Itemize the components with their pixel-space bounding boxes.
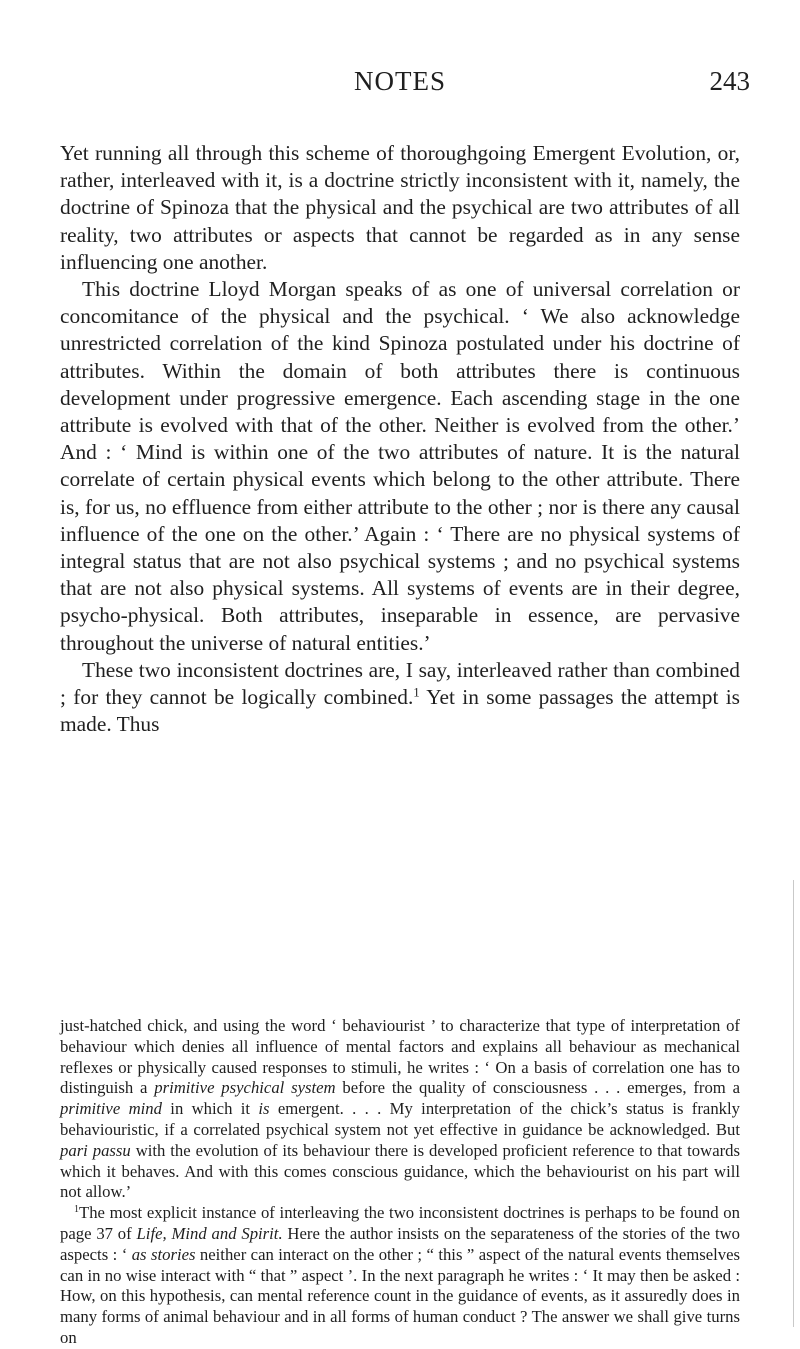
footnote-1-text: The most explicit instance of interleaving the two inconsistent doctrines is perhaps to be found on page 37 of: [60, 1203, 740, 1243]
page-number: 243: [709, 66, 750, 96]
footnote-italic: pari passu: [60, 1140, 131, 1160]
running-head: NOTES: [354, 66, 446, 96]
page-header: [0, 66, 800, 106]
footnote-italic: as stories: [131, 1244, 196, 1264]
footnote-continuation-text: in which it: [161, 1099, 259, 1119]
page-edge-shadow: [793, 880, 794, 1327]
main-text: [60, 140, 740, 738]
footnote-italic: is: [258, 1099, 270, 1119]
footnote-continuation: [60, 1016, 740, 1203]
footnote-italic: primitive psychical system: [154, 1078, 336, 1098]
footnote-italic: primitive mind: [60, 1099, 162, 1119]
paragraph-3-text-b: Yet in some passages the attempt is made. Thus: [60, 685, 740, 737]
footnotes: [60, 1016, 740, 1349]
paragraph-3: [60, 657, 740, 739]
footnote-1-text: Here the author insists on the separateness of the stories of the two aspects : ‘: [60, 1223, 740, 1264]
footnote-continuation-text: with the evolution of its behaviour there is developed proficient reference to that towards which it behaves. And with this comes conscious guidance, which the behaviourist on his part will not allow.’: [60, 1140, 740, 1202]
footnote-reference: 1: [413, 685, 420, 700]
footnote-continuation-text: just-hatched chick, and using the word ‘ behaviourist ’ to characterize that type of interpretation of behaviour which denies all influence of mental factors and explains all behaviour as mechanical reflexes or physically caused responses to stimuli, he writes : ‘ On a basis of correlation one has to distinguish a: [60, 1016, 740, 1098]
footnote-1-text: neither can interact on the other ; “ this ” aspect of the natural events themselves can in no wise interact with “ that ” aspect ’. In the next paragraph he writes : ‘ It may then be asked : How, on this hypothesis, can mental reference count in the guidance of events, as it assuredly does in many forms of animal behaviour and in all forms of human conduct ? The answer we shall give turns on: [60, 1244, 740, 1347]
paragraph-1: Yet running all through this scheme of thoroughgoing Emergent Evolution, or, rather, interleaved with it, is a doctrine strictly inconsistent with it, namely, the doctrine of Spinoza that the physical and the psychical are two attributes of all reality, two attributes or aspects that cannot be regarded as in any sense influencing one another.: [60, 141, 740, 274]
paragraph-3-text-a: These two inconsistent doctrines are, I say, interleaved rather than combined ; for they cannot be logically combined.: [60, 657, 740, 710]
footnote-continuation-text: emergent. . . . My interpretation of the chick’s status is frankly behaviouristic, if a correlated psychical system not yet effective in guidance be acknowledged. But: [60, 1099, 740, 1139]
book-title-italic: Life, Mind and Spirit.: [136, 1223, 283, 1243]
paragraph-2: This doctrine Lloyd Morgan speaks of as one of universal correlation or concomitance of the physical and the psychical. ‘ We also acknowledge unrestricted correlation of the kind Spinoza postulated under his doctrine of attributes. Within the domain of both attributes there is continuous development under progressive emergence. Each ascending stage in the one attribute is evolved with that of the other. Neither is evolved from the other.’ And : ‘ Mind is within one of the two attributes of nature. It is the natural correlate of certain physical events which belong to the other attribute. There is, for us, no effluence from either attribute to the other ; nor is there any causal influence of the one on the other.’ Again : ‘ There are no physical systems of integral status that are not also psychical systems ; and no psychical systems that are not also physical systems. All systems of events are in their degree, psycho-physical. Both attributes, inseparable in essence, are pervasive throughout the universe of natural entities.’: [60, 277, 740, 655]
footnote-marker: 1: [74, 1204, 80, 1216]
footnote-continuation-text: before the quality of consciousness . . . emerges, from a: [335, 1078, 740, 1098]
